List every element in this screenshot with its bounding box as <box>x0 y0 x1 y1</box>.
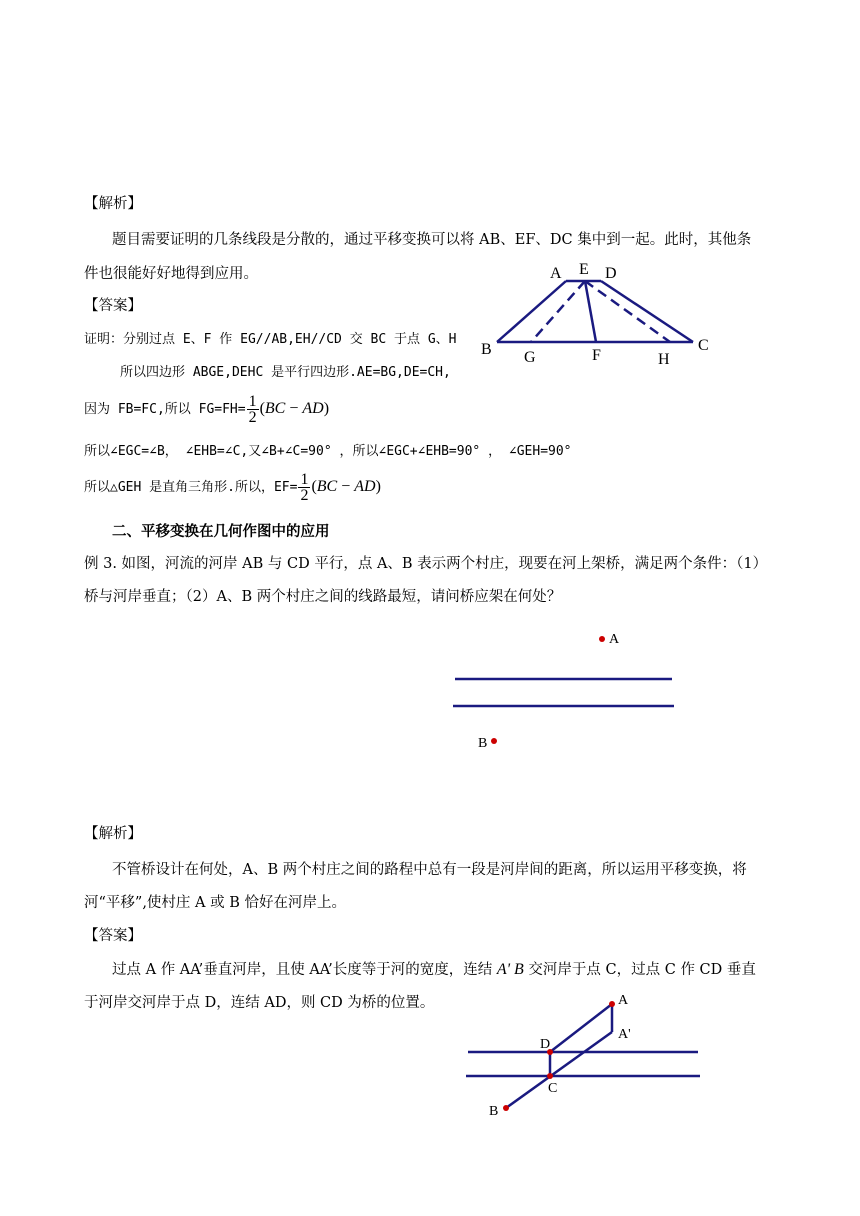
point-a <box>609 1001 615 1007</box>
river-figure <box>448 626 684 752</box>
analysis-text-1b: 件也很能好好地得到应用。 <box>84 266 258 282</box>
fraction-numerator-2: 1 <box>300 471 309 488</box>
label-g: G <box>524 349 536 366</box>
proof-line-3 <box>84 394 329 425</box>
fraction-denominator: 2 <box>248 409 257 426</box>
answer-line-2: 于河岸交河岸于点 D，连结 AD，则 CD 为桥的位置。 <box>84 995 435 1011</box>
proof-line-3-text: 因为 FB=FC,所以 FG=FH= <box>84 402 246 417</box>
village-a-label: A <box>609 632 620 647</box>
segment-ef <box>585 281 596 342</box>
analysis-text-2a: 不管桥设计在何处，A、B 两个村庄之间的路程中总有一段是河岸间的距离，所以运用平移变换，将 <box>112 862 747 878</box>
label-point-a: A <box>618 993 629 1008</box>
answer-heading-2: 【答案】 <box>84 928 142 944</box>
side-dc <box>601 281 693 342</box>
expression-2 <box>311 478 380 495</box>
example-3-line-2: 桥与河岸垂直；（2）A、B 两个村庄之间的线路最短，请问桥应架在何处？ <box>84 589 562 605</box>
point-c <box>547 1073 553 1079</box>
proof-line-1: 证明：分别过点 E、F 作 EG//AB,EH//CD 交 BC 于点 G、H <box>84 332 457 347</box>
segment-eh-dashed <box>585 281 670 342</box>
analysis-text-2b: 河“平移”,使村庄 A 或 B 恰好在河岸上。 <box>84 895 346 911</box>
label-point-a-prime: A' <box>618 1027 631 1042</box>
proof-line-5-text: 所以△GEH 是直角三角形.所以，EF= <box>84 480 298 495</box>
village-a-point <box>599 636 605 642</box>
expr2-ad: AD <box>354 478 376 495</box>
village-b-point <box>491 738 497 744</box>
example-3-line-1: 例 3. 如图，河流的河岸 AB 与 CD 平行，点 A、B 表示两个村庄，现要在河上架桥，满足两个条件：（1） <box>84 556 768 572</box>
expr-close-paren: ) <box>323 400 330 417</box>
village-b-label: B <box>478 736 488 751</box>
expr-minus: − <box>285 400 303 417</box>
label-point-c: C <box>548 1081 558 1096</box>
segment-a-prime-b <box>506 1032 612 1108</box>
answer-line-1-math: A' B <box>496 961 524 978</box>
label-d: D <box>605 265 617 282</box>
label-point-d: D <box>540 1037 551 1052</box>
analysis-heading-1: 【解析】 <box>84 196 142 212</box>
bridge-figure <box>462 988 702 1120</box>
trapezoid-figure <box>476 256 716 372</box>
label-h: H <box>658 351 670 368</box>
label-a: A <box>550 265 562 282</box>
label-e: E <box>579 261 589 278</box>
expr2-minus: − <box>337 478 355 495</box>
fraction-half <box>247 394 259 425</box>
label-point-b: B <box>489 1104 499 1119</box>
analysis-heading-2: 【解析】 <box>84 826 142 842</box>
proof-line-5 <box>84 472 381 503</box>
label-c: C <box>698 337 709 354</box>
expr2-bc: BC <box>316 478 338 495</box>
segment-ad <box>550 1004 612 1052</box>
label-f: F <box>592 347 601 364</box>
label-b: B <box>481 341 492 358</box>
expr-ad: AD <box>302 400 324 417</box>
answer-line-1-prefix: 过点 A 作 AA’垂直河岸，且使 AA’长度等于河的宽度，连结 <box>112 962 497 978</box>
expr-open-paren: ( <box>259 400 265 417</box>
expr2-open-paren: ( <box>311 478 317 495</box>
fraction-denominator-2: 2 <box>300 487 309 504</box>
fraction-numerator: 1 <box>248 393 257 410</box>
answer-heading-1: 【答案】 <box>84 298 142 314</box>
answer-line-1 <box>112 958 756 979</box>
side-ab <box>497 281 566 342</box>
answer-line-1-suffix: 交河岸于点 C，过点 C 作 CD 垂直 <box>523 962 756 978</box>
fraction-half-2 <box>298 472 310 503</box>
section-2-heading: 二、平移变换在几何作图中的应用 <box>112 523 330 540</box>
expr-bc: BC <box>264 400 286 417</box>
expr2-close-paren: ) <box>375 478 381 495</box>
analysis-text-1a: 题目需要证明的几条线段是分散的，通过平移变换可以将 AB、EF、DC 集中到一起。此时，其他条 <box>112 232 752 248</box>
segment-eg-dashed <box>531 281 585 342</box>
point-b <box>503 1105 509 1111</box>
proof-line-2: 所以四边形 ABGE,DEHC 是平行四边形.AE=BG,DE=CH, <box>120 365 451 380</box>
proof-line-4: 所以∠EGC=∠B， ∠EHB=∠C,又∠B+∠C=90° ，所以∠EGC+∠EHB=90° ， ∠GEH=90° <box>84 444 572 459</box>
expression <box>260 400 329 417</box>
